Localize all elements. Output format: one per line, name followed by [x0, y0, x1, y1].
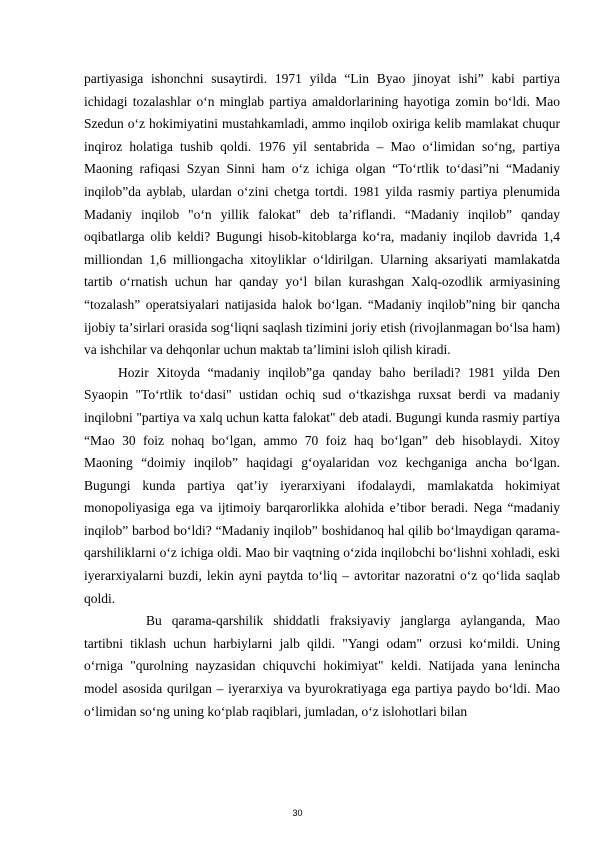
paragraph: Bu qarama-qarshilik shiddatli fraksiyaviy janglarga aylanganda, Mao tartibni tiklash uchun harbiylarni jalb qildi. "Yangi odam" orzusi ko‘mildi. Uning o‘rniga "qurolning nayzasidan chiquvchi hokimiyat" keldi. Natijada yana lenincha model asosida qurilgan – iyerarxiya va byurokratiyaga ega partiya paydo bo‘ldi. Mao o‘limidan so‘ng uning ko‘plab raqiblari, jumladan, o‘z islohotlari bilan — [84, 613, 560, 719]
page-number: 30 — [292, 808, 303, 818]
paragraph: Hozir Xitoyda “madaniy inqilob”ga qanday baho beriladi? 1981 yilda Den Syaopin "To‘rtlik to‘dasi" ustidan ochiq sud o‘tkazishga ruxsat berdi va madaniy inqilobni "partiya va xalq uchun katta falokat" deb atadi. Bugungi kunda rasmiy partiya “Mao 30 foiz nohaq bo‘lgan, ammo 70 foiz haq bo‘lgan” deb hisoblaydi. Xitoy Maoning “doimiy inqilob” haqidagi g‘oyalaridan voz kechganiga ancha bo‘lgan. Bugungi kunda partiya qatʼiy iyerarxiyani ifodalaydi, mamlakatda hokimiyat monopoliyasiga ega va ijtimoiy barqarorlikka alohida eʼtibor beradi. Nega “madaniy inqilob” barbod bo‘ldi? “Madaniy inqilob” boshidanoq hal qilib bo‘lmaydigan qarama-qarshiliklarni o‘z ichiga oldi. Mao bir vaqtning o‘zida inqilobchi bo‘lishni xohladi, eski iyerarxiyalarni buzdi, lekin ayni paytda to‘liq – avtoritar nazoratni o‘z qo‘lida saqlab qoldi. — [84, 364, 560, 606]
document-page — [84, 68, 560, 723]
paragraph: partiyasiga ishonchni susaytirdi. 1971 yilda “Lin Byao jinoyat ishi” kabi partiya ichidagi tozalashlar o‘n minglab partiya amaldorlarining hayotiga zomin bo‘ldi. Mao Szedun o‘z hokimiyatini mustahkamladi, ammo inqilob oxiriga kelib mamlakat chuqur inqiroz holatiga tushib qoldi. 1976 yil sentabrida – Mao o‘limidan so‘ng, partiya Maoning rafiqasi Szyan Sinni ham o‘z ichiga olgan “To‘rtlik to‘dasi”ni “Madaniy inqilob”da ayblab, ulardan o‘zini chetga tortdi. 1981 yilda rasmiy partiya plenumida Madaniy inqilob "o‘n yillik falokat" deb taʼriflandi. “Madaniy inqilob” qanday oqibatlarga olib keldi? Bugungi hisob-kitoblarga ko‘ra, madaniy inqilob davrida 1,4 milliondan 1,6 milliongacha xitoyliklar o‘ldirilgan. Ularning aksariyati mamlakatda tartib o‘rnatish uchun har qanday yo‘l bilan kurashgan Xalq-ozodlik armiyasining “tozalash” operatsiyalari natijasida halok bo‘lgan. “Madaniy inqilob”ning bir qancha ijobiy taʼsirlari orasida sog‘liqni saqlash tizimini joriy etish (rivojlanmagan bo‘lsa ham) va ishchilar va dehqonlar uchun maktab taʼlimini isloh qilish kiradi. — [84, 71, 560, 358]
